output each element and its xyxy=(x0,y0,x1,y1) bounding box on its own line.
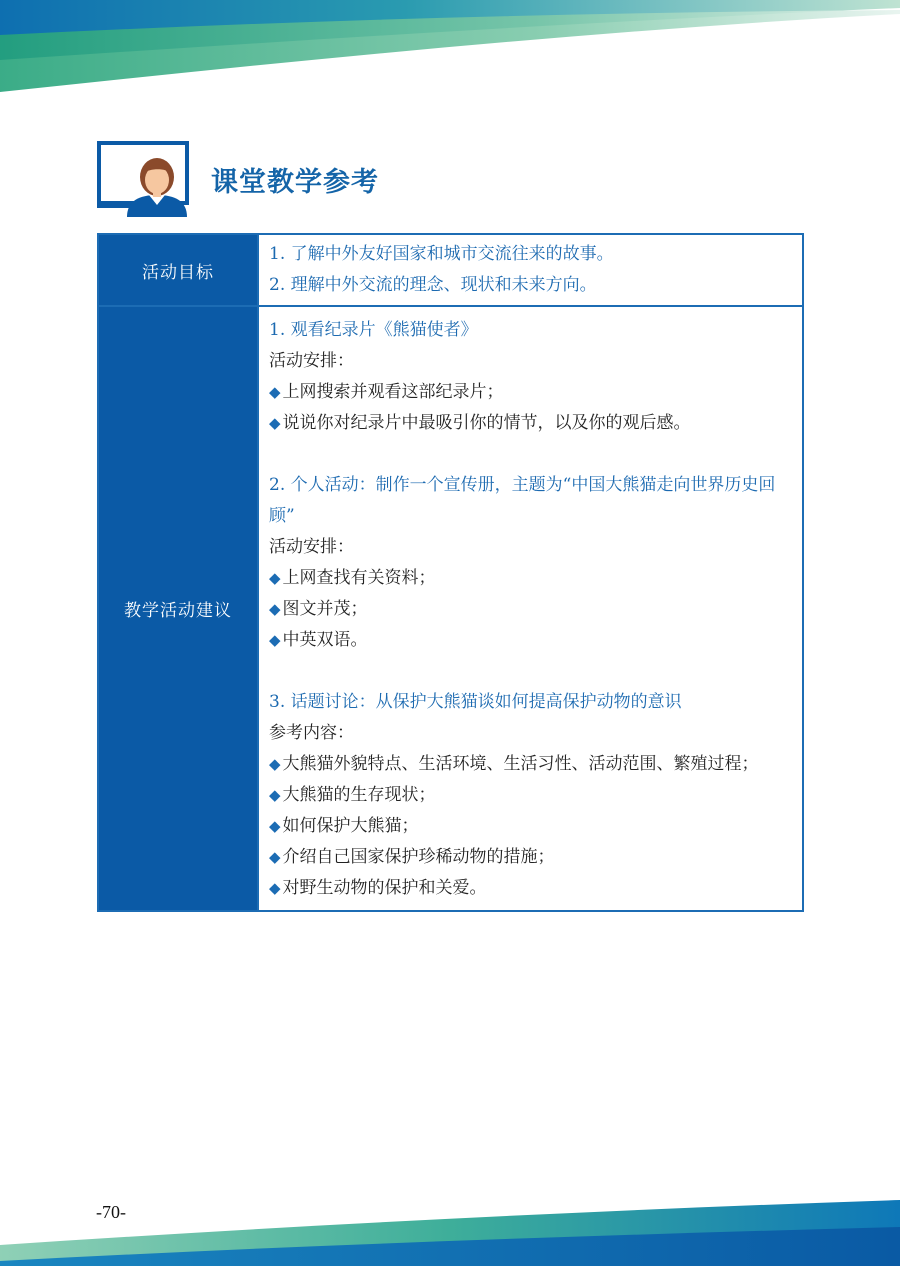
page-number: -70- xyxy=(96,1202,126,1222)
diamond-bullet-icon: ◆ xyxy=(269,414,281,432)
lesson-plan-table xyxy=(97,233,804,912)
table-row-activities xyxy=(98,306,803,911)
bottom-decorative-band xyxy=(0,1195,900,1266)
objectives-label: 活动目标 xyxy=(98,234,258,306)
activity-3-reference: 参考内容： xyxy=(269,723,354,743)
list-item: ◆ 大熊猫的生存现状； xyxy=(269,785,436,805)
list-item: ◆ 中英双语。 xyxy=(269,630,368,650)
diamond-bullet-icon: ◆ xyxy=(269,786,281,804)
list-item: ◆ 说说你对纪录片中最吸引你的情节，以及你的观后感。 xyxy=(269,413,691,433)
activity-2-arrangement: 活动安排： xyxy=(269,537,354,557)
diamond-bullet-icon: ◆ xyxy=(269,569,281,587)
list-item: ◆ 上网搜索并观看这部纪录片； xyxy=(269,382,504,402)
diamond-bullet-icon: ◆ xyxy=(269,600,281,618)
list-item: ◆ 图文并茂； xyxy=(269,599,368,619)
diamond-bullet-icon: ◆ xyxy=(269,848,281,866)
list-item: ◆ 介绍自己国家保护珍稀动物的措施； xyxy=(269,847,555,867)
diamond-bullet-icon: ◆ xyxy=(269,817,281,835)
teacher-at-board-icon xyxy=(97,141,193,217)
activities-label: 教学活动建议 xyxy=(98,306,258,911)
objective-line-1: 1. 了解中外友好国家和城市交流往来的故事。 xyxy=(269,244,614,264)
list-item: ◆ 如何保护大熊猫； xyxy=(269,816,419,836)
objective-line-2: 2. 理解中外交流的理念、现状和未来方向。 xyxy=(269,275,597,295)
list-item: ◆ 上网查找有关资料； xyxy=(269,568,436,588)
activity-1-title: 1. 观看纪录片《熊猫使者》 xyxy=(269,320,478,340)
table-row-objectives xyxy=(98,234,803,306)
list-item: ◆ 大熊猫外貌特点、生活环境、生活习性、活动范围、繁殖过程； xyxy=(269,754,759,774)
diamond-bullet-icon: ◆ xyxy=(269,755,281,773)
diamond-bullet-icon: ◆ xyxy=(269,383,281,401)
activities-content xyxy=(258,306,803,911)
diamond-bullet-icon: ◆ xyxy=(269,879,281,897)
section-title: 课堂教学参考 xyxy=(211,166,379,198)
activity-1-arrangement: 活动安排： xyxy=(269,351,354,371)
top-decorative-band xyxy=(0,0,900,95)
diamond-bullet-icon: ◆ xyxy=(269,631,281,649)
objectives-content xyxy=(258,234,803,306)
section-header xyxy=(97,141,379,217)
list-item: ◆ 对野生动物的保护和关爱。 xyxy=(269,878,487,898)
activity-2-title: 2. 个人活动：制作一个宣传册，主题为“中国大熊猫走向世界历史回顾” xyxy=(269,475,776,526)
activity-3-title: 3. 话题讨论：从保护大熊猫谈如何提高保护动物的意识 xyxy=(269,692,682,712)
